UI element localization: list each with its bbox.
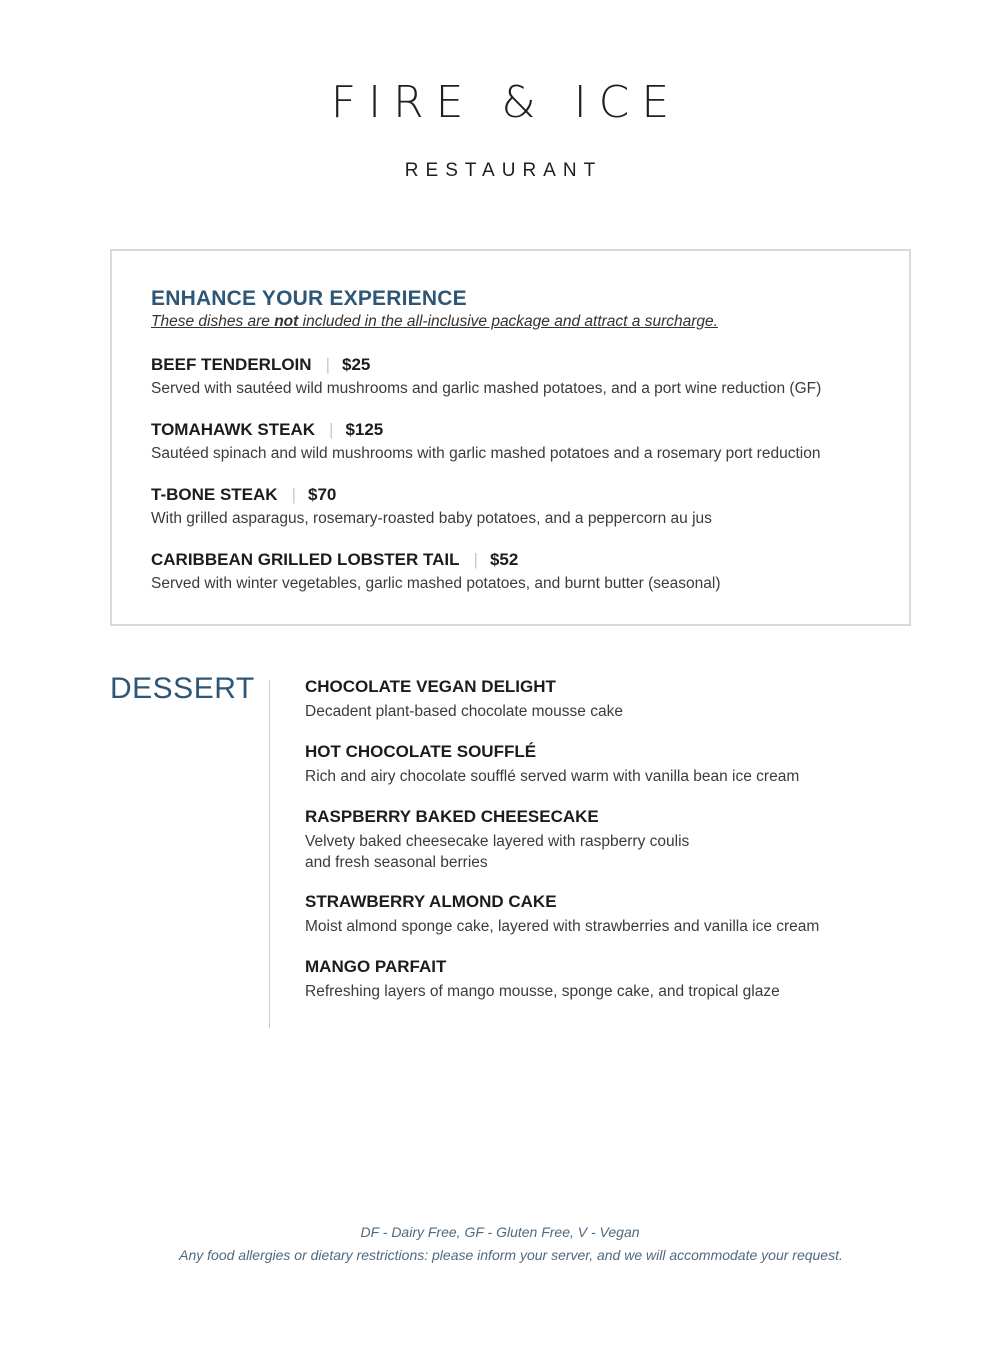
- item-name: TOMAHAWK STEAK: [151, 420, 316, 439]
- menu-item: [151, 485, 891, 528]
- enhance-note-after: included in the all-inclusive package and attract a surcharge.: [298, 313, 718, 330]
- restaurant-header: [0, 78, 1000, 182]
- item-description: Served with winter vegetables, garlic mashed potatoes, and burnt butter (seasonal): [151, 575, 721, 592]
- dessert-description: Refreshing layers of mango mousse, sponge cake, and tropical glaze: [305, 983, 780, 1000]
- menu-item: [151, 420, 891, 463]
- enhance-note: [151, 313, 718, 331]
- item-price: $52: [489, 550, 519, 569]
- item-price: $125: [345, 420, 384, 439]
- item-description: Sautéed spinach and wild mushrooms with garlic mashed potatoes and a rosemary port reduction: [151, 445, 821, 462]
- dessert-description: Moist almond sponge cake, layered with strawberries and vanilla ice cream: [305, 918, 820, 935]
- item-price: $25: [341, 355, 371, 374]
- allergy-note: Any food allergies or dietary restrictions: please inform your server, and we will accommodate your request.: [179, 1247, 843, 1263]
- dessert-name: RASPBERRY BAKED CHEESECAKE: [305, 807, 599, 826]
- dessert-item: [305, 892, 945, 937]
- dessert-name: STRAWBERRY ALMOND CAKE: [305, 892, 557, 911]
- dessert-description-line: and fresh seasonal berries: [305, 854, 488, 871]
- separator: |: [329, 420, 334, 439]
- enhance-title: ENHANCE YOUR EXPERIENCE: [151, 287, 467, 310]
- dessert-description-line: Velvety baked cheesecake layered with raspberry coulis: [305, 833, 690, 850]
- item-description: Served with sautéed wild mushrooms and garlic mashed potatoes, and a port wine reduction (GF): [151, 380, 822, 397]
- dessert-description: Rich and airy chocolate soufflé served warm with vanilla bean ice cream: [305, 768, 800, 785]
- section-divider: [269, 680, 270, 1028]
- enhance-note-before: These dishes are: [151, 313, 275, 330]
- dessert-heading: DESSERT: [110, 672, 255, 705]
- dessert-name: CHOCOLATE VEGAN DELIGHT: [305, 677, 556, 696]
- dessert-item: [305, 807, 945, 873]
- dessert-item: [305, 742, 945, 787]
- separator: |: [291, 485, 296, 504]
- dessert-item: [305, 677, 945, 722]
- dietary-legend: DF - Dairy Free, GF - Gluten Free, V - Vegan: [360, 1224, 640, 1240]
- dessert-name: HOT CHOCOLATE SOUFFLÉ: [305, 742, 537, 761]
- separator: |: [325, 355, 330, 374]
- menu-item: [151, 550, 891, 593]
- enhance-section: [110, 249, 911, 626]
- item-name: BEEF TENDERLOIN: [151, 355, 312, 374]
- item-description: With grilled asparagus, rosemary-roasted baby potatoes, and a peppercorn au jus: [151, 510, 712, 527]
- separator: |: [473, 550, 478, 569]
- restaurant-subtitle: RESTAURANT: [404, 160, 603, 181]
- item-price: $70: [307, 485, 337, 504]
- item-name: CARIBBEAN GRILLED LOBSTER TAIL: [151, 550, 460, 569]
- menu-item: [151, 355, 891, 398]
- restaurant-name: FIRE & ICE: [330, 77, 682, 128]
- enhance-note-emphasis: not: [274, 313, 299, 330]
- dessert-description: [305, 831, 945, 873]
- dessert-name: MANGO PARFAIT: [305, 957, 447, 976]
- dessert-description: Decadent plant-based chocolate mousse cake: [305, 703, 623, 720]
- item-name: T-BONE STEAK: [151, 485, 278, 504]
- dessert-item: [305, 957, 945, 1002]
- menu-footer: [0, 1224, 1000, 1263]
